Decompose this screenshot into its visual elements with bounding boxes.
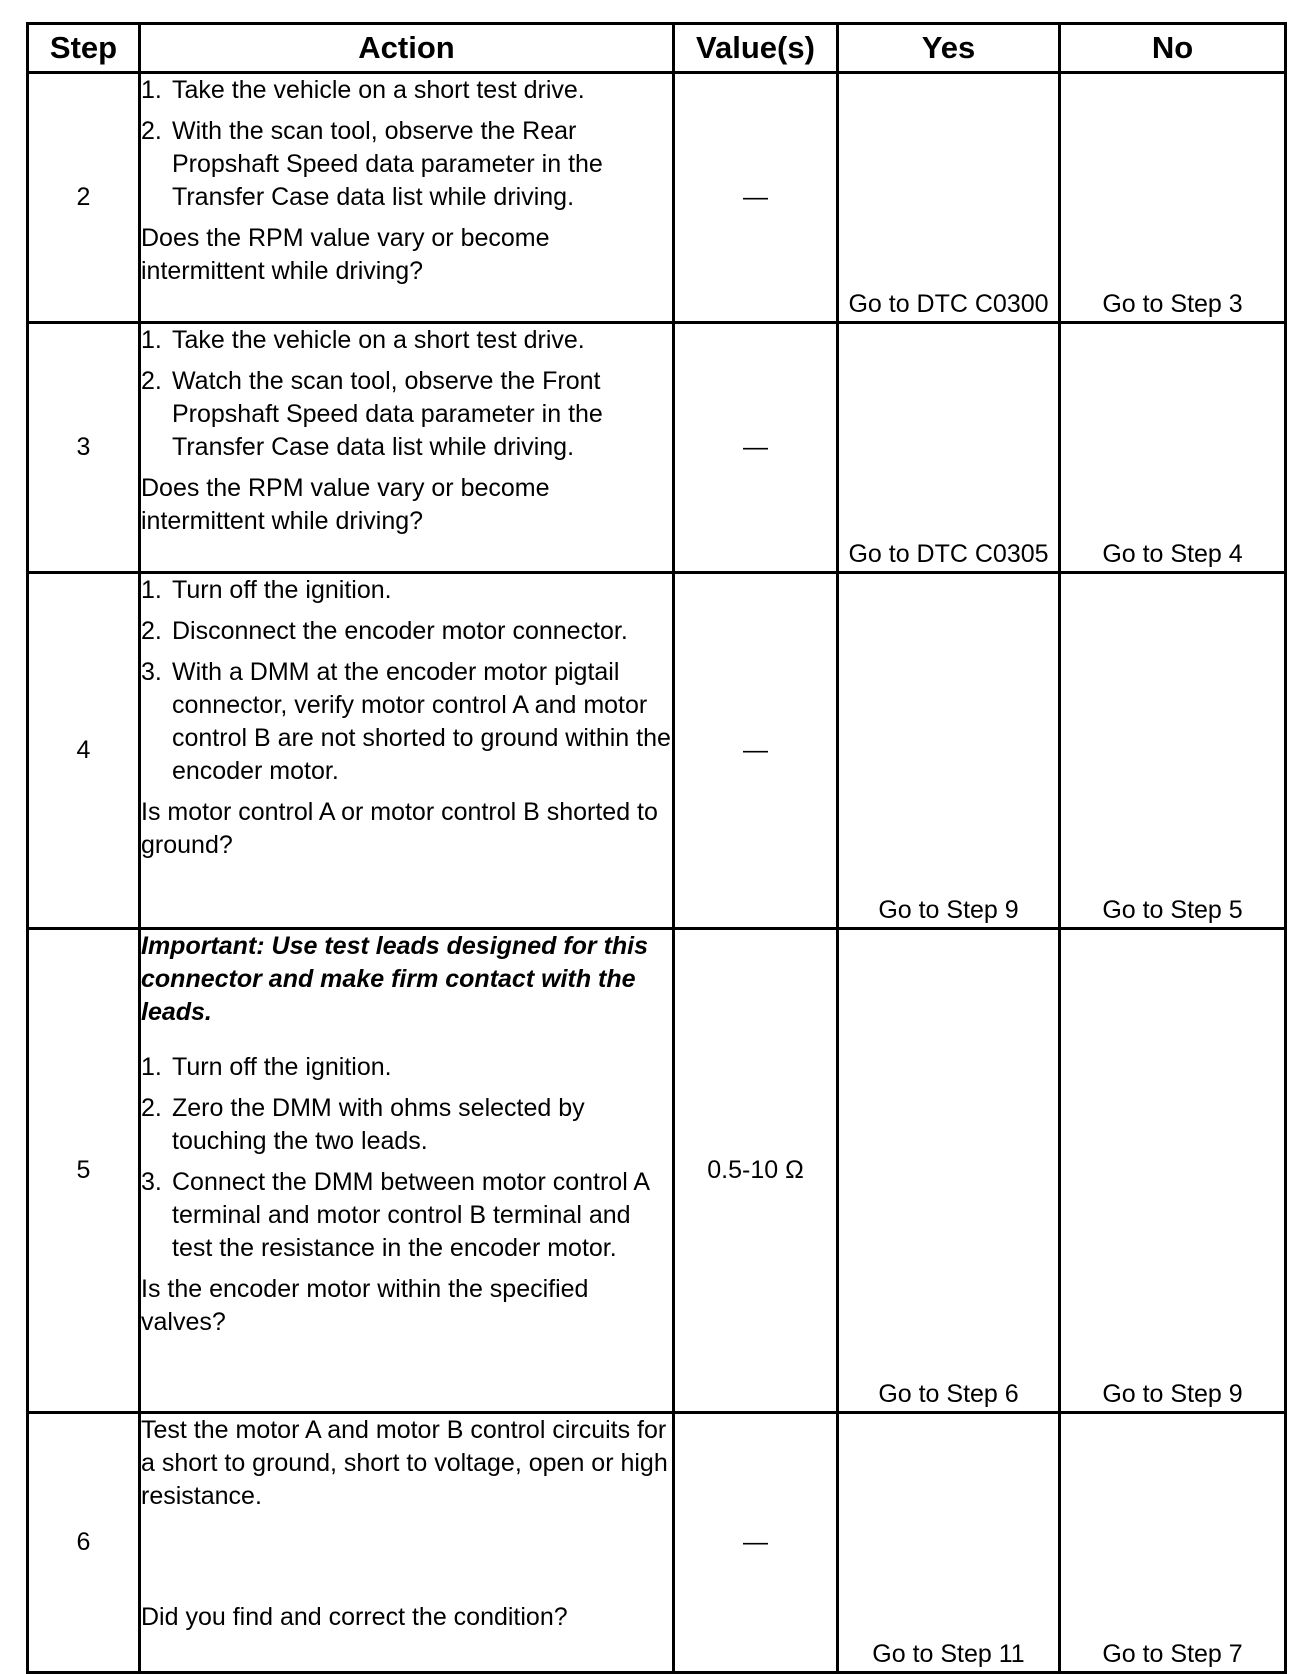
action-list [141, 574, 672, 788]
action-cell [140, 323, 674, 573]
question-text: Did you find and correct the condition? [141, 1603, 568, 1631]
step-number: 3 [28, 323, 140, 573]
header-yes: Yes [838, 24, 1060, 73]
header-value: Value(s) [674, 24, 838, 73]
question-text: Does the RPM value vary or become intermittent while driving? [141, 474, 550, 535]
table-row [28, 929, 1286, 1413]
value-cell: — [674, 573, 838, 929]
item-number: 2. [141, 117, 162, 145]
step-number: 5 [28, 929, 140, 1413]
list-item [141, 615, 672, 648]
item-text: Take the vehicle on a short test drive. [172, 326, 585, 354]
value-cell: 0.5-10 Ω [674, 929, 838, 1413]
list-item [141, 324, 672, 357]
list-item [141, 74, 672, 107]
yes-cell: Go to DTC C0305 [838, 323, 1060, 573]
item-text: Connect the DMM between motor control A terminal and motor control B terminal and test the resistance in the encoder motor. [172, 1168, 649, 1262]
step-number: 2 [28, 73, 140, 323]
list-item [141, 656, 672, 788]
item-text: With the scan tool, observe the Rear Propshaft Speed data parameter in the Transfer Case data list while driving. [172, 117, 603, 211]
yes-cell: Go to Step 9 [838, 573, 1060, 929]
item-text: With a DMM at the encoder motor pigtail connector, verify motor control A and motor control B are not shorted to ground within the encoder motor. [172, 658, 671, 785]
value-cell: — [674, 323, 838, 573]
action-list [141, 1051, 672, 1265]
header-row [28, 24, 1286, 73]
item-text: Turn off the ignition. [172, 1053, 392, 1081]
header-action: Action [140, 24, 674, 73]
item-number: 1. [141, 576, 162, 604]
list-item [141, 1051, 672, 1084]
step-number: 4 [28, 573, 140, 929]
item-text: Disconnect the encoder motor connector. [172, 617, 628, 645]
action-list [141, 74, 672, 214]
action-cell [140, 573, 674, 929]
table-row [28, 573, 1286, 929]
no-cell: Go to Step 3 [1060, 73, 1286, 323]
header-step: Step [28, 24, 140, 73]
item-number: 3. [141, 1168, 162, 1196]
value-cell: — [674, 73, 838, 323]
list-item [141, 1092, 672, 1158]
yes-cell: Go to DTC C0300 [838, 73, 1060, 323]
action-cell [140, 73, 674, 323]
yes-cell: Go to Step 6 [838, 929, 1060, 1413]
important-note: Important: Use test leads designed for this connector and make firm contact with the leads. [141, 932, 649, 1026]
table-row [28, 73, 1286, 323]
item-text: Watch the scan tool, observe the Front Propshaft Speed data parameter in the Transfer Case data list while driving. [172, 367, 603, 461]
value-cell: — [674, 1413, 838, 1673]
item-text: Turn off the ignition. [172, 576, 392, 604]
item-text: Take the vehicle on a short test drive. [172, 76, 585, 104]
action-text: Test the motor A and motor B control circuits for a short to ground, short to voltage, open or high resistance. [141, 1416, 668, 1510]
yes-cell: Go to Step 11 [838, 1413, 1060, 1673]
item-number: 1. [141, 326, 162, 354]
no-cell: Go to Step 5 [1060, 573, 1286, 929]
diagnostic-table [26, 22, 1287, 1674]
question-text: Is motor control A or motor control B shorted to ground? [141, 798, 658, 859]
header-no: No [1060, 24, 1286, 73]
no-cell: Go to Step 7 [1060, 1413, 1286, 1673]
item-text: Zero the DMM with ohms selected by touching the two leads. [172, 1094, 585, 1155]
action-cell [140, 929, 674, 1413]
item-number: 1. [141, 76, 162, 104]
item-number: 2. [141, 617, 162, 645]
step-number: 6 [28, 1413, 140, 1673]
list-item [141, 1166, 672, 1265]
item-number: 1. [141, 1053, 162, 1081]
question-text: Is the encoder motor within the specified valves? [141, 1275, 589, 1336]
no-cell: Go to Step 4 [1060, 323, 1286, 573]
no-cell: Go to Step 9 [1060, 929, 1286, 1413]
question-text: Does the RPM value vary or become intermittent while driving? [141, 224, 550, 285]
table-row [28, 1413, 1286, 1673]
table-row [28, 323, 1286, 573]
action-list [141, 324, 672, 464]
item-number: 2. [141, 1094, 162, 1122]
item-number: 2. [141, 367, 162, 395]
action-cell [140, 1413, 674, 1673]
list-item [141, 365, 672, 464]
list-item [141, 574, 672, 607]
item-number: 3. [141, 658, 162, 686]
list-item [141, 115, 672, 214]
